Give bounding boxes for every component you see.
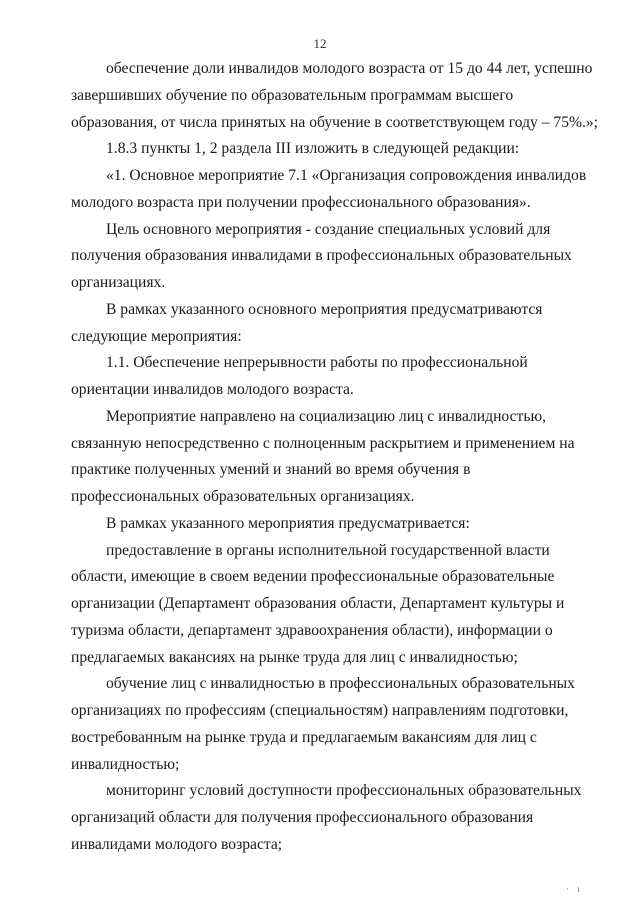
paragraph-vacancy-information: предоставление в органы исполнительной государственной власти области, имеющие в своем ведении профессиональные образовательные организации (Департамент образования области, Департамент культуры и туризма области, департамент здравоохранения области), информации о предлагаемых вакансиях на рынке труда для лиц с инвалидностью; [71, 541, 565, 666]
paragraph-main-measure-7-1: «1. Основное мероприятие 7.1 «Организация сопровождения инвалидов молодого возраста при получении профессионального образования». [71, 167, 587, 211]
paragraph-measure-1-1: 1.1. Обеспечение непрерывности работы по профессиональной ориентации инвалидов молодого возраста. [71, 354, 528, 398]
paragraph-measure-goal: Цель основного мероприятия - создание специальных условий для получения образования инвалидами в профессиональных образовательных организациях. [71, 220, 572, 291]
page-number: 12 [313, 36, 327, 51]
paragraph-amendment-1-8-3: 1.8.3 пункты 1, 2 раздела III изложить в следующей редакции: [106, 140, 520, 158]
paragraph-accessibility-monitoring: мониторинг условий доступности профессиональных образовательных организаций области для получения профессионального образования инвалидами молодого возраста; [71, 782, 582, 853]
paragraph-share-target: обеспечение доли инвалидов молодого возраста от 15 до 44 лет, успешно завершивших обучение по образовательным программам высшего образования, от числа принятых на обучение в соответствующем году – 75%.»; [71, 60, 599, 131]
paragraph-measure-provides-intro: В рамках указанного мероприятия предусматривается: [106, 514, 470, 532]
paragraph-training: обучение лиц с инвалидностью в профессиональных образовательных организациях по профессиям (специальностям) направлениям подготовки, востребованным на рынке труда и предлагаемым вакансиям для лиц с инвалидностью; [71, 675, 575, 773]
paragraph-planned-measures-intro: В рамках указанного основного мероприятия предусматриваются следующие мероприятия: [71, 300, 543, 345]
scan-corner-mark: · ı [566, 884, 583, 894]
paragraph-socialization: Мероприятие направлено на социализацию лиц с инвалидностью, связанную непосредственно с полноценным раскрытием и применением на практике полученных умений и знаний во время обучения в профессиональных образовательных организациях. [71, 407, 575, 505]
document-body [71, 56, 601, 859]
